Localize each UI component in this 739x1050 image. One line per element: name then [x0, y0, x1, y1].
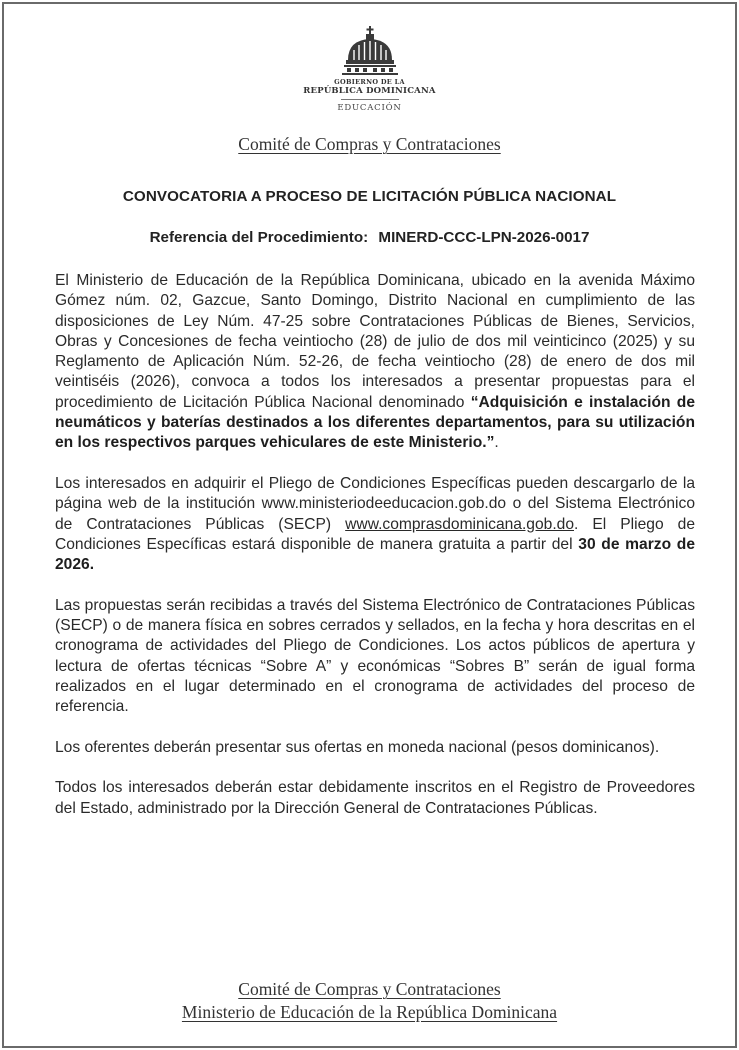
paragraph-convocation: [55, 271, 695, 454]
procedure-reference: [4, 229, 735, 246]
logo-divider: [341, 99, 399, 100]
logo-line-2: REPÚBLICA DOMINICANA: [303, 85, 436, 96]
document-body: [55, 271, 695, 839]
footer-ministry: Ministerio de Educación de la República Dominicana: [181, 1002, 558, 1022]
reference-code: MINERD-CCC-LPN-2026-0017: [378, 229, 590, 246]
paragraph-2-text-2: . El Pliego de Condiciones Específicas estará disponible de manera gratuita a partir del: [55, 515, 695, 553]
paragraph-1-text: El Ministerio de Educación de la República Dominicana, ubicado en la avenida Máximo Gómez núm. 02, Gazcue, Santo Domingo, Distrito Nacional en cumplimiento de las disposiciones de Ley Núm. 47-25 sobre Contrataciones Públicas de Bienes, Servicios, Obras y Concesiones de fecha veintiocho (28) de julio de dos mil veinticinco (2025) y su Reglamento de Aplicación Núm. 52-26, de fecha veintiocho (28) de enero de dos mil veintiséis (2026), convoca a todos los interesados a presentar propuestas para el procedimiento de Licitación Pública Nacional denominado: [55, 272, 695, 411]
paragraph-registry: Todos los interesados deberán estar debidamente inscritos en el Registro de Proveedores del Estado, administrado por la Dirección General de Contrataciones Públicas.: [55, 779, 695, 817]
paragraph-1-end: .: [494, 434, 499, 452]
paragraph-2-text: Los interesados en adquirir el Pliego de Condiciones Específicas pueden descargarlo de la página web de la institución www.ministeriodeeducacion.gob.do o del Sistema Electrónico de Contrataciones Públicas (SECP): [55, 474, 695, 533]
page-frame: [2, 2, 737, 1048]
reference-label: Referencia del Procedimiento:: [149, 229, 369, 246]
procedure-name: “Adquisición e instalación de neumáticos y baterías destinados a los diferentes departamentos, para su utilización en los respectivos parques vehiculares de este Ministerio.”: [55, 393, 695, 452]
footer-signature: [4, 978, 735, 1024]
footer-committee: Comité de Compras y Contrataciones: [238, 979, 501, 999]
logo-line-3: EDUCACIÓN: [337, 103, 402, 113]
paragraph-currency: Los oferentes deberán presentar sus ofertas en moneda nacional (pesos dominicanos).: [55, 738, 660, 756]
availability-date: 30 de marzo de 2026.: [55, 535, 696, 574]
paragraph-download: [55, 474, 695, 575]
dome-emblem-icon: [342, 26, 398, 76]
committee-heading: Comité de Compras y Contrataciones: [238, 134, 501, 154]
document-title: CONVOCATORIA A PROCESO DE LICITACIÓN PÚBLICA NACIONAL: [122, 188, 617, 205]
secp-link[interactable]: www.comprasdominicana.gob.do: [345, 515, 574, 533]
paragraph-proposals: Las propuestas serán recibidas a través del Sistema Electrónico de Contrataciones Públicas (SECP) o de manera física en sobres cerrados y sellados, en la fecha y hora descritas en el cronograma de actividades del Pliego de Condiciones. Los actos públicos de apertura y lectura de ofertas técnicas “Sobre A” y económicas “Sobres B” serán de igual forma realizados en el lugar determinado en el cronograma de actividades del proceso de referencia.: [55, 596, 695, 716]
government-logo: [4, 26, 735, 113]
logo-line-1: GOBIERNO DE LA: [334, 78, 405, 86]
